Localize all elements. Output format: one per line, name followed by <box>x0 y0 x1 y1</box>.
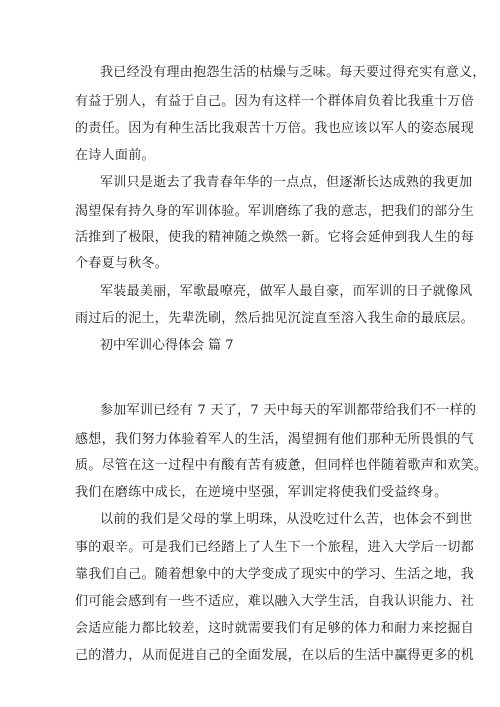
text-line: 己的潜力，从而促进自己的全面发展，在以后的生活中赢得更多的机 <box>75 648 475 663</box>
text-line: 活推到了极限，使我的精神随之焕然一新。它将会延伸到我人生的每 <box>75 230 475 245</box>
text-line: 靠我们自己。随着想象中的大学变成了现实中的学习、生活之地，我 <box>75 567 475 582</box>
text-line: 军装最美丽，军歌最嘹亮，做军人最自豪，而军训的日子就像风 <box>100 284 473 299</box>
text-line: 渴望保有持久身的军训体验。军训磨练了我的意志，把我们的部分生 <box>75 204 475 219</box>
text-line: 军训只是逝去了我青春年华的一点点，但逐渐长达成熟的我更加 <box>100 175 473 190</box>
text-line: 的责任。因为有种生活比我艰苦十万倍。我也应该以军人的姿态展现 <box>75 121 475 136</box>
text-line: 雨过后的泥土，先辈洗刷，然后拙见沉淀直至溶入我生命的最底层。 <box>75 311 475 326</box>
text-line: 个春夏与秋冬。 <box>75 256 169 271</box>
text-line: 感想，我们努力体验着军人的生活，渴望拥有他们那种无所畏惧的气 <box>75 432 475 447</box>
text-line: 质。尽管在这一过程中有酸有苦有疲惫，但同样也伴随着歌声和欢笑。 <box>75 458 488 473</box>
text-line: 参加军训已经有 7 天了，7 天中每天的军训都带给我们不一样的 <box>100 403 477 418</box>
text-line: 我们在磨练中成长，在逆境中坚强，军训定将使我们受益终身。 <box>75 485 448 500</box>
text-line: 我已经没有理由抱怨生活的枯燥与乏味。每天要过得充实有意义， <box>100 65 486 80</box>
text-line: 有益于别人，有益于自己。因为有这样一个群体肩负着比我重十万倍 <box>75 94 475 109</box>
text-line: 们可能会感到有一些不适应，难以融入大学生活，自我认识能力、社 <box>75 594 475 609</box>
text-line: 会适应能力都比较差，这时就需要我们有足够的体力和耐力来挖掘自 <box>75 621 475 636</box>
text-line: 在诗人面前。 <box>75 148 155 163</box>
text-line: 事的艰辛。可是我们已经踏上了人生下一个旅程，进入大学后一切都 <box>75 540 475 555</box>
section-heading: 初中军训心得体会 篇 7 <box>100 338 234 353</box>
text-line: 以前的我们是父母的掌上明珠，从没吃过什么苦，也体会不到世 <box>100 512 473 527</box>
